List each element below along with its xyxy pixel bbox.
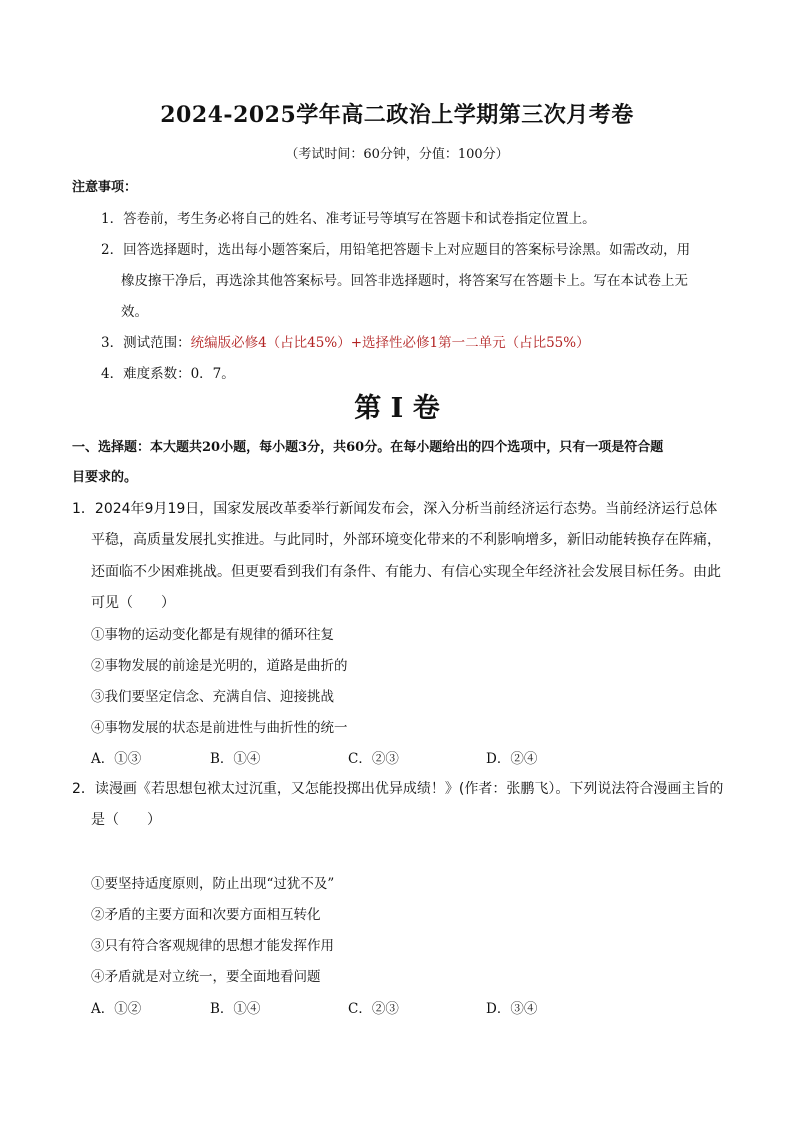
notice-heading: 注意事项： <box>72 180 138 195</box>
section-instruction-line-1: 一、选择题：本大题共20小题，每小题3分，共60分。在每小题给出的四个选项中，只有一项是符合题 <box>72 440 664 455</box>
question-1-line-1: 1．2024年9月19日，国家发展改革委举行新闻发布会，深入分析当前经济运行态势。当前经济运行总体 <box>72 501 718 517</box>
question-2-option-d[interactable]: D．③④ <box>486 1001 538 1017</box>
question-2-option-b[interactable]: B．①④ <box>210 1001 261 1017</box>
page-title: 2024-2025学年高二政治上学期第三次月考卷 <box>160 102 634 128</box>
question-1-option-c[interactable]: C．②③ <box>348 751 399 767</box>
question-2-statement-4: ④矛盾就是对立统一，要全面地看问题 <box>91 969 321 985</box>
question-1-line-3: 还面临不少困难挑战。但更要看到我们有条件、有能力、有信心实现全年经济社会发展目标任务。由此 <box>91 564 721 580</box>
notice-item-2-line-3: 效。 <box>121 304 148 320</box>
notice-item-2-line-1: 2．回答选择题时，选出每小题答案后，用铅笔把答题卡上对应题目的答案标号涂黑。如需改动，用 <box>101 242 691 258</box>
question-2-statement-2: ②矛盾的主要方面和次要方面相互转化 <box>91 907 321 923</box>
question-2-line-1: 2．读漫画《若思想包袱太过沉重，又怎能投掷出优异成绩！》(作者：张鹏飞）。下列说法符合漫画主旨的 <box>72 781 724 797</box>
section-title: 第 I 卷 <box>354 393 440 424</box>
question-2-statement-3: ③只有符合客观规律的思想才能发挥作用 <box>91 938 334 954</box>
notice-item-2-line-2: 橡皮擦干净后，再选涂其他答案标号。回答非选择题时，将答案写在答题卡上。写在本试卷上无 <box>121 273 688 289</box>
question-1-statement-1: ①事物的运动变化都是有规律的循环往复 <box>91 627 334 643</box>
question-1-line-2: 平稳，高质量发展扎实推进。与此同时，外部环境变化带来的不利影响增多，新旧动能转换存在阵痛， <box>91 532 721 548</box>
question-1-statement-3: ③我们要坚定信念、充满自信、迎接挑战 <box>91 689 334 705</box>
question-2-line-2: 是（ ） <box>91 812 161 828</box>
question-1-option-b[interactable]: B．①④ <box>210 751 261 767</box>
question-1-statement-2: ②事物发展的前途是光明的，道路是曲折的 <box>91 658 348 674</box>
question-1-statement-4: ④事物发展的状态是前进性与曲折性的统一 <box>91 720 348 736</box>
question-1-option-d[interactable]: D．②④ <box>486 751 538 767</box>
question-1-option-a[interactable]: A．①③ <box>91 751 142 767</box>
notice-item-1: 1．答卷前，考生务必将自己的姓名、准考证号等填写在答题卡和试卷指定位置上。 <box>101 211 596 227</box>
question-2-option-a[interactable]: A．①② <box>91 1001 142 1017</box>
notice-item-4: 4．难度系数：0．7。 <box>101 366 235 382</box>
section-instruction-line-2: 目要求的。 <box>72 470 138 485</box>
question-2-statement-1: ①要坚持适度原则，防止出现“过犹不及” <box>91 876 335 892</box>
notice-item-3-prefix: 3．测试范围： <box>101 335 191 351</box>
test-scope: 统编版必修4（占比45%）+选择性必修1第一二单元（占比55%） <box>190 335 590 351</box>
question-2-option-c[interactable]: C．②③ <box>348 1001 399 1017</box>
question-1-line-4: 可见（ ） <box>91 595 175 611</box>
page-subtitle: （考试时间：60分钟，分值：100分） <box>285 147 509 162</box>
notice-item-3 <box>101 331 590 351</box>
